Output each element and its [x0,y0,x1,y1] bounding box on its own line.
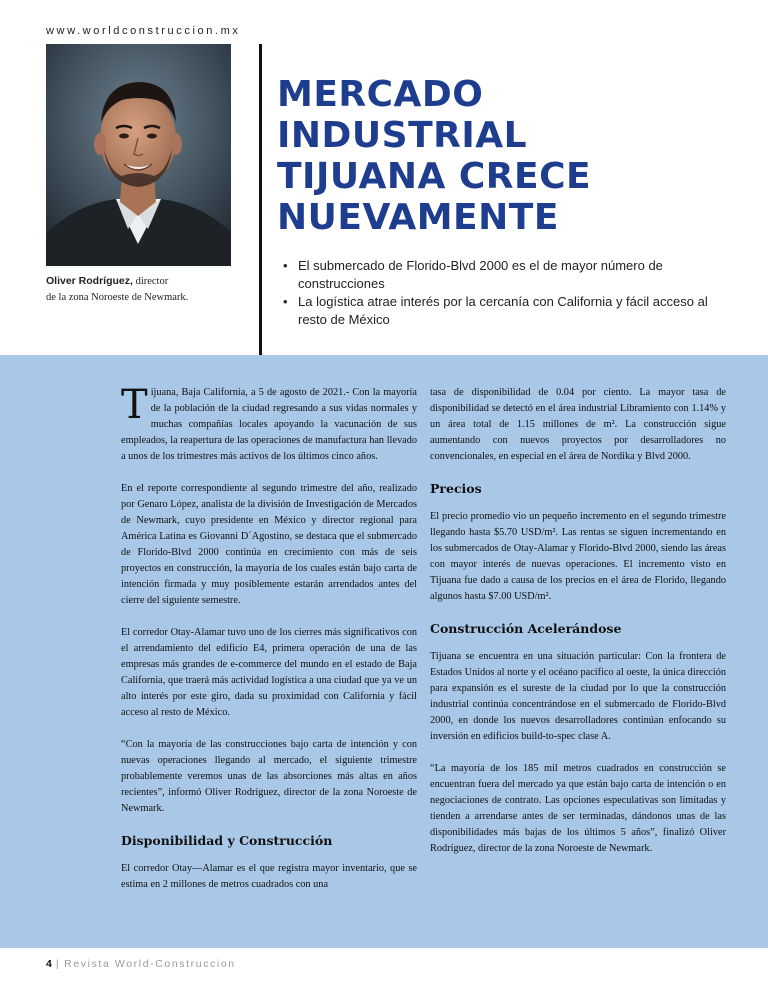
summary-bullet [283,257,733,293]
paragraph-text: ijuana, Baja California, a 5 de agosto de 2021.- Con la mayoría de la población de la ciudad regresando a sus vidas normales y muchas compañías locales apoyando la vacunación de sus empleados, la reapertura de las operaciones de manufactura han llevado a unos de los trimestres más activos de los últimos cinco años. [121,387,417,462]
headline-line: TIJUANA CRECE [277,156,592,197]
footer-separator: | [55,958,61,970]
bullet-text: La logística atrae interés por la cercanía con California y fácil acceso al resto de México [298,294,708,327]
vertical-divider [259,44,262,356]
article-paragraph [121,382,417,465]
headline-line: MERCADO [277,74,484,115]
magazine-name: Revista World-Construccion [64,958,236,970]
bullet-text: El submercado de Florido-Blvd 2000 es el de mayor número de construcciones [298,258,663,291]
caption-role-continued: de la zona Noroeste de Newmark. [46,292,189,303]
caption-name: Oliver Rodríguez, [46,275,133,287]
bullet-icon: • [283,294,288,309]
photo-caption [46,273,256,306]
article-paragraph: El corredor Otay-Alamar tuvo uno de los cierres más significativos con el arrendamiento del edificio E4, primera operación de una de las empresas más grandes de e-commerce del mundo en el estado de Baja California, que traerá más actividad logística a una ciudad que ya ve un alto interés por este giro, dada su proximidad con California y fácil acceso al resto de México. [121,627,417,718]
caption-role: director [132,276,169,287]
article-column-left [121,382,417,893]
headline [277,74,737,238]
author-photo [46,44,231,266]
article-paragraph: “Con la mayoría de las construcciones bajo carta de intención y con nuevas operaciones llegando al mercado, el siguiente trimestre probablemente veremos unas de las absorciones más altas en años recientes”, informó Oliver Rodríguez, director de la zona Noroeste de Newmark. [121,739,417,814]
summary-bullet [283,293,733,329]
article-paragraph: El precio promedio vio un pequeño incremento en el segundo trimestre llegando hasta $5.70 USD/m². Las rentas se siguen incrementando en los submercados de Otay-Alamar y Florido-Blvd 2000, siendo las áreas con mayor interés de nuevas operaciones. El incremento visto en Tijuana fue dado a causa de los precios en el área de Florido, llegando algunos hasta $7.00 USD/m². [430,511,726,602]
bullet-icon: • [283,258,288,273]
drop-cap: T [121,382,148,428]
headline-line: NUEVAMENTE [277,197,559,238]
article-paragraph: En el reporte correspondiente al segundo trimestre del año, realizado por Genaro López, analista de la división de Investigación de Mercados de Newmark, cuyo presidente en México y director regional para América Latina es Giovanni D´Agostino, se destaca que el submercado de Florido-Blvd 2000 continúa en crecimiento con más de seis proyectos en construcción, la mayoría de los cuales están bajo carta de intención firmada y muy posiblemente estarán arrendados antes del cierre del siguiente semestre. [121,483,417,606]
article-paragraph: El corredor Otay—Alamar es el que registra mayor inventario, que se estima en 2 millones de metros cuadrados con una [121,863,417,890]
headline-line: INDUSTRIAL [277,115,528,156]
section-heading-disponibilidad: Disponibilidad y Construcción [121,833,333,848]
article-column-right [430,385,726,857]
site-url: www.worldconstruccion.mx [46,25,241,37]
page-footer [46,958,236,970]
page-number: 4 [46,958,52,970]
section-heading-construccion: Construcción Acelerándose [430,621,622,636]
article-paragraph: “La mayoría de los 185 mil metros cuadrados en construcción se encuentran fuera del mercado ya que están bajo carta de intención o en negociaciones de contrato. Las opciones especulativas son limitadas y tienden a arrendarse antes de ser terminadas, dándonos unas de las disponibilidades más bajas de los últimos 5 años”, finalizó Oliver Rodríguez, director de la zona Noroeste de Newmark. [430,763,726,854]
article-paragraph: tasa de disponibilidad de 0.04 por ciento. La mayor tasa de disponibilidad se detectó en el área industrial Libramiento con 1.14% y un área total de 1.15 millones de m². La construcción sigue aumentando con nuevos proyectos por desarrolladores no convencionales, en especial en el área de Nordika y Blvd 2000. [430,387,726,462]
portrait-image [46,44,231,266]
article-paragraph: Tijuana se encuentra en una situación particular: Con la frontera de Estados Unidos al norte y el océano pacífico al oeste, la única dirección para expansión es el sureste de la ciudad por lo que la construcción industrial continúa concentrándose en el submercado de Florido-Blvd 2000, en donde los nuevos desarrolladores continúan enfocando su inversión en edificios build-to-spec clase A. [430,651,726,742]
summary-bullets [283,257,733,329]
section-heading-precios: Precios [430,481,482,496]
